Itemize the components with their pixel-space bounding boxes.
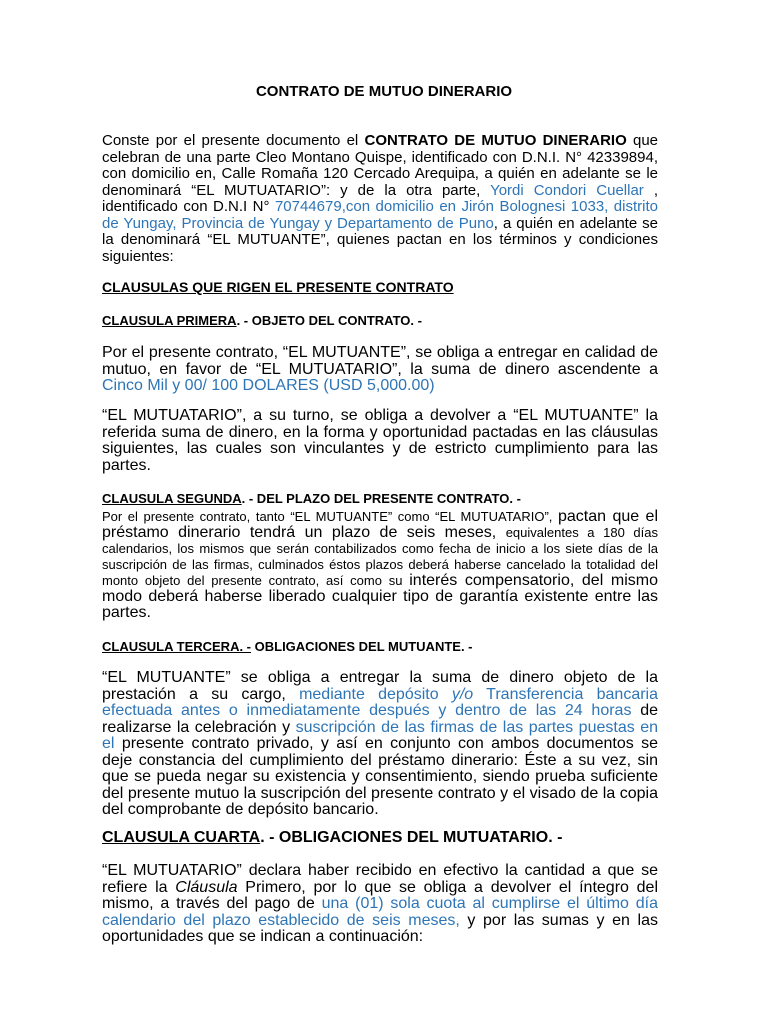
segunda-paragraph [102, 509, 658, 621]
clausula-title: . - OBJETO DEL CONTRATO. - [236, 313, 422, 328]
paragraph-text: Primero, por lo que se obliga a devolver el íntegro del mismo, a través del pago de [102, 878, 659, 912]
paragraph-text: presente contrato privado, y así en conjunto con ambos documentos se deje constancia del cumplimiento del préstamo dinerario: Éste a su vez, sin que se pueda negar su existencia y consentimiento, siendo prueba suficiente del presente mutuo la suscripción del presente contrato y el visado de la copia del comprobante de depósito bancario. [102, 735, 658, 818]
highlight-text: mediante depósito [299, 685, 452, 703]
tercera-paragraph [102, 670, 658, 819]
document-title: CONTRATO DE MUTUO DINERARIO [255, 83, 513, 100]
intro-paragraph [102, 133, 658, 265]
clausula-title: . - OBLIGACIONES DEL MUTUATARIO. - [260, 829, 563, 846]
paragraph-text: equivalentes a 180 días calendarios, los mismos que serán contabilizados como fecha de inicio a los siete días de la suscripción de las firmas, culminados éstos plazos deberá haberse cancelado la totalidad del monto objeto del presente contrato, así como su [102, 525, 659, 588]
lender-name: Yordi Condori Cuellar [490, 181, 644, 199]
primera-paragraph-1 [102, 345, 658, 395]
paragraph-text: Por el presente contrato, tanto “EL MUTUANTE” como “EL MUTUATARIO”, [102, 509, 558, 524]
highlight-text: suscripción de las firmas de las partes puestas en el [102, 718, 659, 752]
intro-text: que celebran de una parte Cleo Montano Quispe, identificado con D.N.I. N° 42339894, con domicilio en, Calle Romaña 120 Cercado Arequipa, a quién en adelante se le denominará “EL MUTUATARIO”: y de la otra parte, [102, 132, 658, 199]
highlight-text: una (01) sola cuota al cumplirse el último día calendario del plazo establecido de seis meses, [102, 895, 658, 929]
clausula-label: CLAUSULA TERCERA. - [102, 639, 252, 654]
highlight-text: Transferencia bancaria efectuada antes o [102, 685, 658, 719]
paragraph-text: pactan que el préstamo dinerario tendrá un plazo de seis meses, [102, 508, 659, 541]
paragraph-text: “EL MUTUATARIO” declara haber recibido en efectivo la cantidad a que se refiere la [102, 862, 658, 896]
clausula-label: CLAUSULA SEGUNDA [102, 491, 242, 506]
intro-text: Conste por el presente documento el [102, 132, 365, 149]
clausula-title: OBLIGACIONES DEL MUTUANTE. - [251, 639, 473, 654]
paragraph-text: de realizarse la celebración y [102, 702, 659, 736]
paragraph-text: interés compensatorio, del mismo modo deberá haberse liberado cualquier tipo de garantía existente entre las partes. [102, 572, 658, 621]
highlight-text: inmediatamente después y dentro de las 24 horas [246, 702, 632, 719]
clausula-cuarta-heading [102, 830, 658, 847]
primera-paragraph-2: “EL MUTUATARIO”, a su turno, se obliga a devolver a “EL MUTUANTE” la referida suma de dinero, en la forma y oportunidad pactadas en las cláusulas siguientes, las cuales son vinculantes y de estricto cumplimiento para las partes. [102, 407, 658, 474]
clausula-label: CLAUSULA CUARTA [102, 829, 261, 846]
cuarta-paragraph [102, 863, 658, 946]
clausula-tercera-heading [102, 639, 658, 656]
clausula-primera-heading [102, 313, 658, 330]
paragraph-text: Por el presente contrato, “EL MUTUANTE”, se obliga a entregar en calidad de mutuo, en favor de “EL MUTUATARIO”, la suma de dinero ascendente a [102, 344, 658, 378]
intro-text: , a quién en adelante se la denominará “EL MUTUANTE”, quienes pactan en los términos y condiciones siguientes: [102, 214, 658, 265]
highlight-text: y/o [451, 685, 474, 703]
loan-amount: Cinco Mil y 00/ 100 DOLARES (USD 5,000.00) [102, 377, 435, 394]
clausula-title: . - DEL PLAZO DEL PRESENTE CONTRATO. - [241, 491, 521, 506]
intro-contract-name: CONTRATO DE MUTUO DINERARIO [364, 132, 627, 149]
lender-dni: 70744679 [274, 198, 342, 215]
lender-address: ,con domicilio en Jirón Bolognesi 1033, distrito de Yungay, Provincia de Yungay y Departamento de Puno [102, 198, 658, 232]
clausulas-heading: CLAUSULAS QUE RIGEN EL PRESENTE CONTRATO [102, 279, 454, 295]
intro-text: , identificado con D.N.I N° [102, 181, 658, 215]
paragraph-text: y por las sumas y en las oportunidades que se indican a continuación: [102, 911, 658, 945]
paragraph-text: Cláusula [175, 878, 238, 896]
paragraph-text: “EL MUTUANTE” se obliga a entregar la suma de dinero objeto de la prestación a su cargo, [102, 669, 658, 703]
clausula-segunda-heading [102, 491, 658, 508]
clausula-label: CLAUSULA PRIMERA [102, 313, 237, 328]
